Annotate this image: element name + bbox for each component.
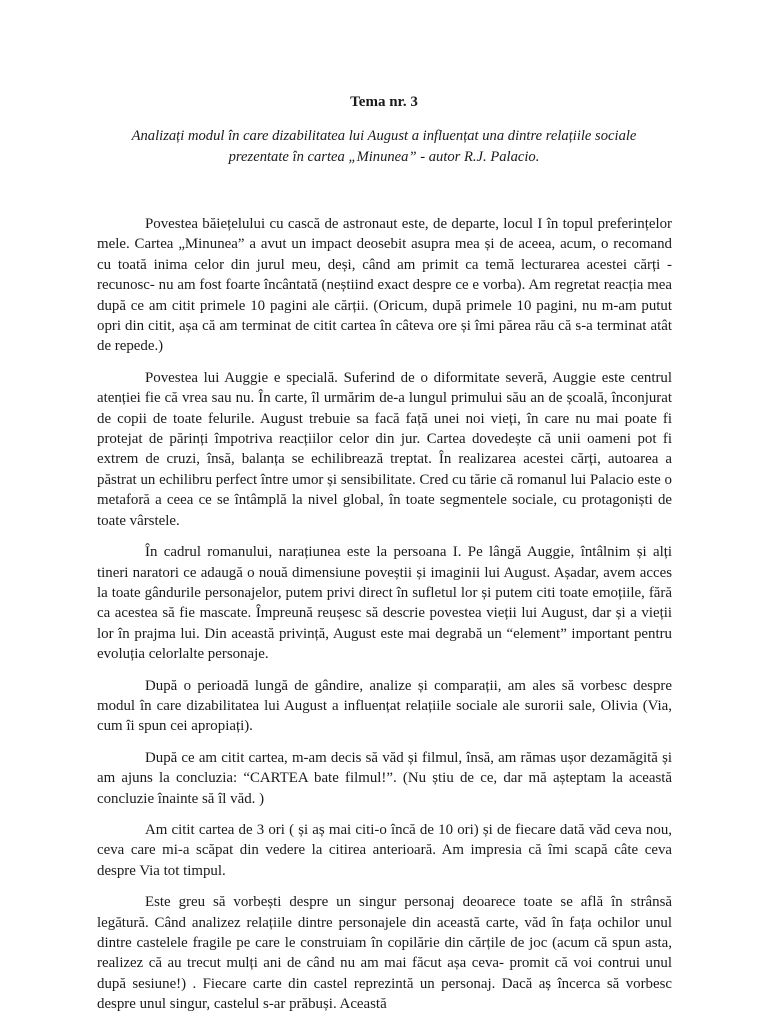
paragraph-1: Povestea băiețelului cu cască de astronaut este, de departe, locul I în topul preferințelor mele. Cartea „Minunea” a avut un impact deosebit asupra mea și de aceea, acum, o recomand cu toată inima celor din jurul meu, deși, când am primit ca temă lecturarea acestei cărți -recunosc- nu am fost foarte încântată (neștiind exact despre ce e vorba). Am regretat reacția mea după ce am citit primele 10 pagini ale cărții. (Oricum, după primele 10 pagini, nu m-am putut opri din citit, așa că am terminat de citit cartea în câteva ore și îmi părea rău că s-a terminat atât de repede.) (97, 216, 672, 355)
paragraph-5: După ce am citit cartea, m-am decis să văd și filmul, însă, am rămas ușor dezamăgită și am ajuns la concluzia: “CARTEA bate filmul!”. (Nu știu de ce, dar mă așteptam la această concluzie înainte să îl văd. ) (97, 749, 672, 807)
paragraph-6: Am citit cartea de 3 ori ( și aș mai citi-o încă de 10 ori) și de fiecare dată văd ceva nou, ceva care mi-a scăpat din vedere la citirea anterioară. Am impresia că îmi scapă câte ceva despre Via tot timpul. (97, 821, 672, 879)
paragraph-2: Povestea lui Auggie e specială. Suferind de o diformitate severă, Auggie este centrul atenției fie că vrea sau nu. În carte, îl urmărim de-a lungul primului său an de școală, înconjurat de copii de toate felurile. August trebuie sa facă față unei noi vieți, în care nu mai poate fi protejat de părinți împotriva reacțiilor celor din jur. Cartea dovedește că unii oameni pot fi extrem de cruzi, însă, balanța se echilibrează treptat. În realizarea acestei cărți, autoarea a păstrat un echilibru perfect între umor și sensibilitate. Cred cu tărie că romanul lui Palacio este o metaforă a ceea ce se întâmplă la nivel global, în toate segmentele sociale, cu protagoniști de toate vârstele. (97, 369, 672, 529)
document-title: Tema nr. 3 (350, 94, 418, 110)
paragraph-4: După o perioadă lungă de gândire, analize și comparații, am ales să vorbesc despre modul în care dizabilitatea lui August a influențat relațiile sociale ale surorii sale, Olivia (Via, cum îi spun cei apropiați). (97, 677, 672, 735)
document-subtitle: Analizați modul în care dizabilitatea lui August a influențat una dintre relațiile sociale prezentate în cartea „Minunea” - autor R.J. Palacio. (131, 128, 637, 165)
paragraph-7: Este greu să vorbești despre un singur personaj deoarece toate se află în strânsă legătură. Când analizez relațiile dintre personajele din această carte, văd în fața ochilor unul dintre castelele fragile pe care le construiam în copilărie din cărțile de joc (acum că spun asta, realizez că au trecut mulți ani de când nu am mai făcut așa ceva- promit că voi contrui unul după sesiune!) . Fiecare carte din castel reprezintă un personaj. Dacă aș încerca să vorbesc despre unul singur, castelul s-ar prăbuși. Această (97, 894, 672, 1013)
document-body (97, 214, 672, 1024)
paragraph-3: În cadrul romanului, narațiunea este la persoana I. Pe lângă Auggie, întâlnim și alți tineri naratori ce adaugă o nouă dimensiune poveștii și imaginii lui August. Așadar, avem acces la toate gândurile personajelor, putem privi direct în sufletul lor și putem citi toate emoțiile, fără ca acestea să fie mascate. Împreună reușesc să descrie povestea vieții lui August, dar și a vieții lor în prajma lui. Din această privință, August este mai degrabă un “element” important pentru evoluția celorlalte personaje. (97, 544, 672, 663)
